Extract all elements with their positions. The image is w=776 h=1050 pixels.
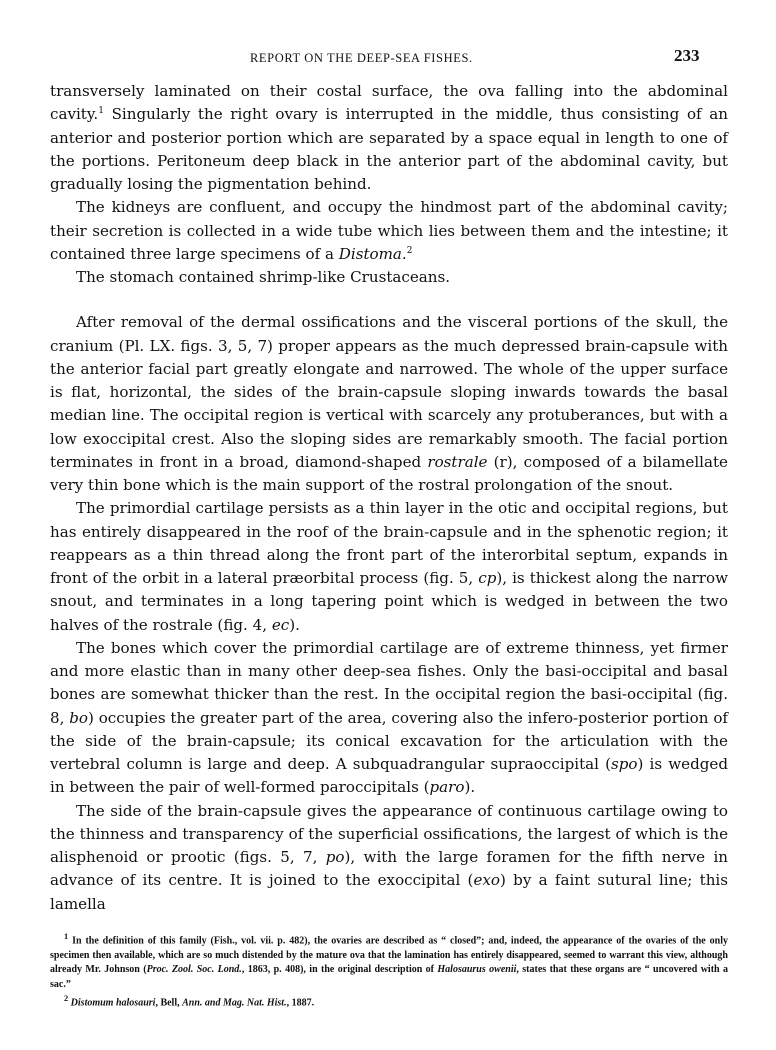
running-title: REPORT ON THE DEEP-SEA FISHES. — [250, 51, 473, 65]
paragraph-ovary: transversely laminated on their costal surface, the ova falling into the abdominal cavity.$^1$ Singularly the right ovary is interrupted in the middle, thus consisting of an anterior and posterior portion which are separated by a space equal in length to one of the portions. Peritoneum deep black in the anterior part of the abdominal cavity, but gradually losing the pigmentation behind. — [50, 82, 728, 193]
page-number: 233 — [674, 46, 700, 65]
footnote-ref-2[interactable]: 2 — [406, 245, 413, 256]
footnote-1: $^1$ In the definition of this family (Fish., vol. vii. p. 482), the ovaries are described as “ closed”; and, indeed, the appearance of the ovaries of the only specimen then available, which are so much distended by the mature ova that the lamination has entirely disappeared, seemed to warrant this view, although already Mr. Johnson (Proc. Zool. Soc. Lond., 1863, p. 408), in the original description of Halosaurus owenii, states that these organs are “ uncovered with a sac.” — [50, 931, 728, 990]
paragraph-cranium: After removal of the dermal ossifications and the visceral portions of the skull, the cranium (Pl. LX. figs. 3, 5, 7) proper appears as the much depressed brain-capsule with the anterior facial part greatly elongate and narrowed. The whole of the upper surface is flat, horizontal, the sides of the brain-capsule sloping inwards towards the basal median line. The occipital region is vertical with scarcely any protuberances, but with a low exoccipital crest. Also the sloping sides are remarkably smooth. The facial portion terminates in front in a broad, diamond-shaped rostrale (r), composed of a bilamellate very thin bone which is the main support of the rostral prolongation of the snout. — [50, 313, 728, 494]
footnotes — [50, 930, 728, 1011]
paragraph-brain-capsule: The side of the brain-capsule gives the appearance of continuous cartilage owing to the thinness and transparency of the superficial ossifications, the largest of which is the alisphenoid or prootic (figs. 5, 7, po), with the large foramen for the fifth nerve in advance of its centre. It is joined to the exoccipital (exo) by a faint sutural line; this lamella — [50, 801, 728, 913]
footnote-1-marker: 1 — [64, 931, 69, 941]
footnote-2: $^2$ Distomum halosauri, Bell, Ann. and Mag. Nat. Hist., 1887. — [64, 994, 315, 1009]
paragraph-kidneys: The kidneys are confluent, and occupy the hindmost part of the abdominal cavity; their secretion is collected in a wide tube which lies between them and the intestine; it contained three large specimens of a Distoma.$^2$ — [50, 198, 728, 263]
body-text — [50, 80, 728, 916]
paragraph-stomach: The stomach contained shrimp-like Crustaceans. — [76, 268, 451, 286]
page-header — [50, 0, 728, 80]
footnote-ref-1[interactable]: 1 — [98, 106, 104, 117]
footnote-2-marker: 2 — [64, 994, 69, 1004]
paragraph-cartilage: The primordial cartilage persists as a thin layer in the otic and occipital regions, but has entirely disappeared in the roof of the brain-capsule and in the sphenotic region; it reappears as a thin thread along the front part of the interorbital septum, expands in front of the orbit in a lateral præorbital process (fig. 5, cp), is thickest along the narrow snout, and terminates in a long tapering point which is wedged in between the two halves of the rostrale (fig. 4, ec). — [50, 499, 728, 634]
section-gap — [50, 289, 728, 311]
page — [50, 0, 728, 1011]
paragraph-bones: The bones which cover the primordial cartilage are of extreme thinness, yet firmer and more elastic than in many other deep-sea fishes. Only the basi-occipital and basal bones are somewhat thicker than the rest. In the occipital region the basi-occipital (fig. 8, bo) occupies the greater part of the area, covering also the infero-posterior portion of the side of the brain-capsule; its conical excavation for the articulation with the vertebral column is large and deep. A subquadrangular supraoccipital (spo) is wedged in between the pair of well-formed paroccipitals (paro). — [50, 638, 728, 797]
